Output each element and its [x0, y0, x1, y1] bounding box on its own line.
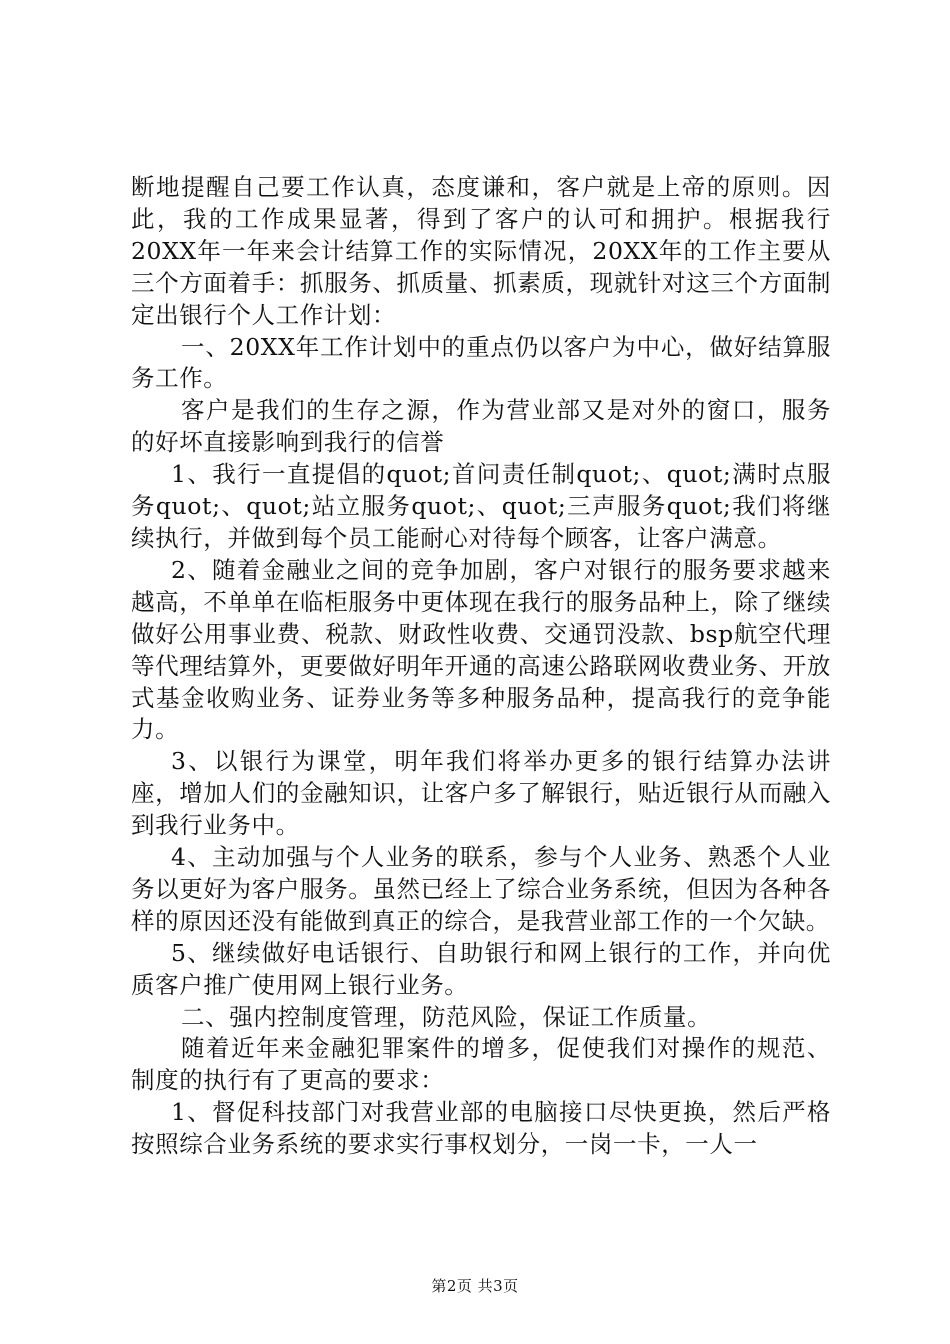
paragraph-crime-increase: 随着近年来金融犯罪案件的增多，促使我们对操作的规范、制度的执行有了更高的要求：: [131, 1034, 831, 1095]
page-footer: [0, 1275, 950, 1296]
paragraph-intro: 断地提醒自己要工作认真，态度谦和，客户就是上帝的原则。因此，我的工作成果显著，得到了客户的认可和拥护。根据我行20XX年一年来会计结算工作的实际情况，20XX年的工作主要从三个方面着手：抓服务、抓质量、抓素质，现就针对这三个方面制定出银行个人工作计划：: [131, 173, 831, 329]
paragraph-heading-one: 一、20XX年工作计划中的重点仍以客户为中心，做好结算服务工作。: [131, 332, 831, 393]
document-body: [131, 172, 831, 1161]
paragraph-heading-two: 二、强内控制度管理，防范风险，保证工作质量。: [181, 1002, 712, 1031]
paragraph-item-3: 3、以银行为课堂，明年我们将举办更多的银行结算办法讲座，增加人们的金融知识，让客户多了解银行，贴近银行从而融入到我行业务中。: [131, 747, 831, 840]
paragraph-item-1: 1、我行一直提倡的quot;首问责任制quot;、quot;满时点服务quot;、quot;站立服务quot;、quot;三声服务quot;我们将继续执行，并做到每个员工能耐心对待每个顾客，让客户满意。: [131, 460, 831, 552]
paragraph-item-2: 2、随着金融业之间的竞争加剧，客户对银行的服务要求越来越高，不单单在临柜服务中更体现在我行的服务品种上，除了继续做好公用事业费、税款、财政性收费、交通罚没款、bsp航空代理等代理结算外，更要做好明年开通的高速公路联网收费业务、开放式基金收购业务、证券业务等多种服务品种，提高我行的竞争能力。: [131, 555, 831, 744]
paragraph-item-4: 4、主动加强与个人业务的联系，参与个人业务、熟悉个人业务以更好为客户服务。虽然已经上了综合业务系统，但因为各种各样的原因还没有能做到真正的综合，是我营业部工作的一个欠缺。: [131, 843, 831, 935]
paragraph-customer-source: 客户是我们的生存之源，作为营业部又是对外的窗口，服务的好坏直接影响到我行的信誉: [131, 396, 831, 457]
paragraph-item-5: 5、继续做好电话银行、自助银行和网上银行的工作，并向优质客户推广使用网上银行业务。: [131, 938, 831, 999]
paragraph-item-1-control: 1、督促科技部门对我营业部的电脑接口尽快更换，然后严格按照综合业务系统的要求实行事权划分，一岗一卡，一人一: [131, 1098, 831, 1159]
page-number-label: 第2页 共3页: [431, 1277, 519, 1295]
